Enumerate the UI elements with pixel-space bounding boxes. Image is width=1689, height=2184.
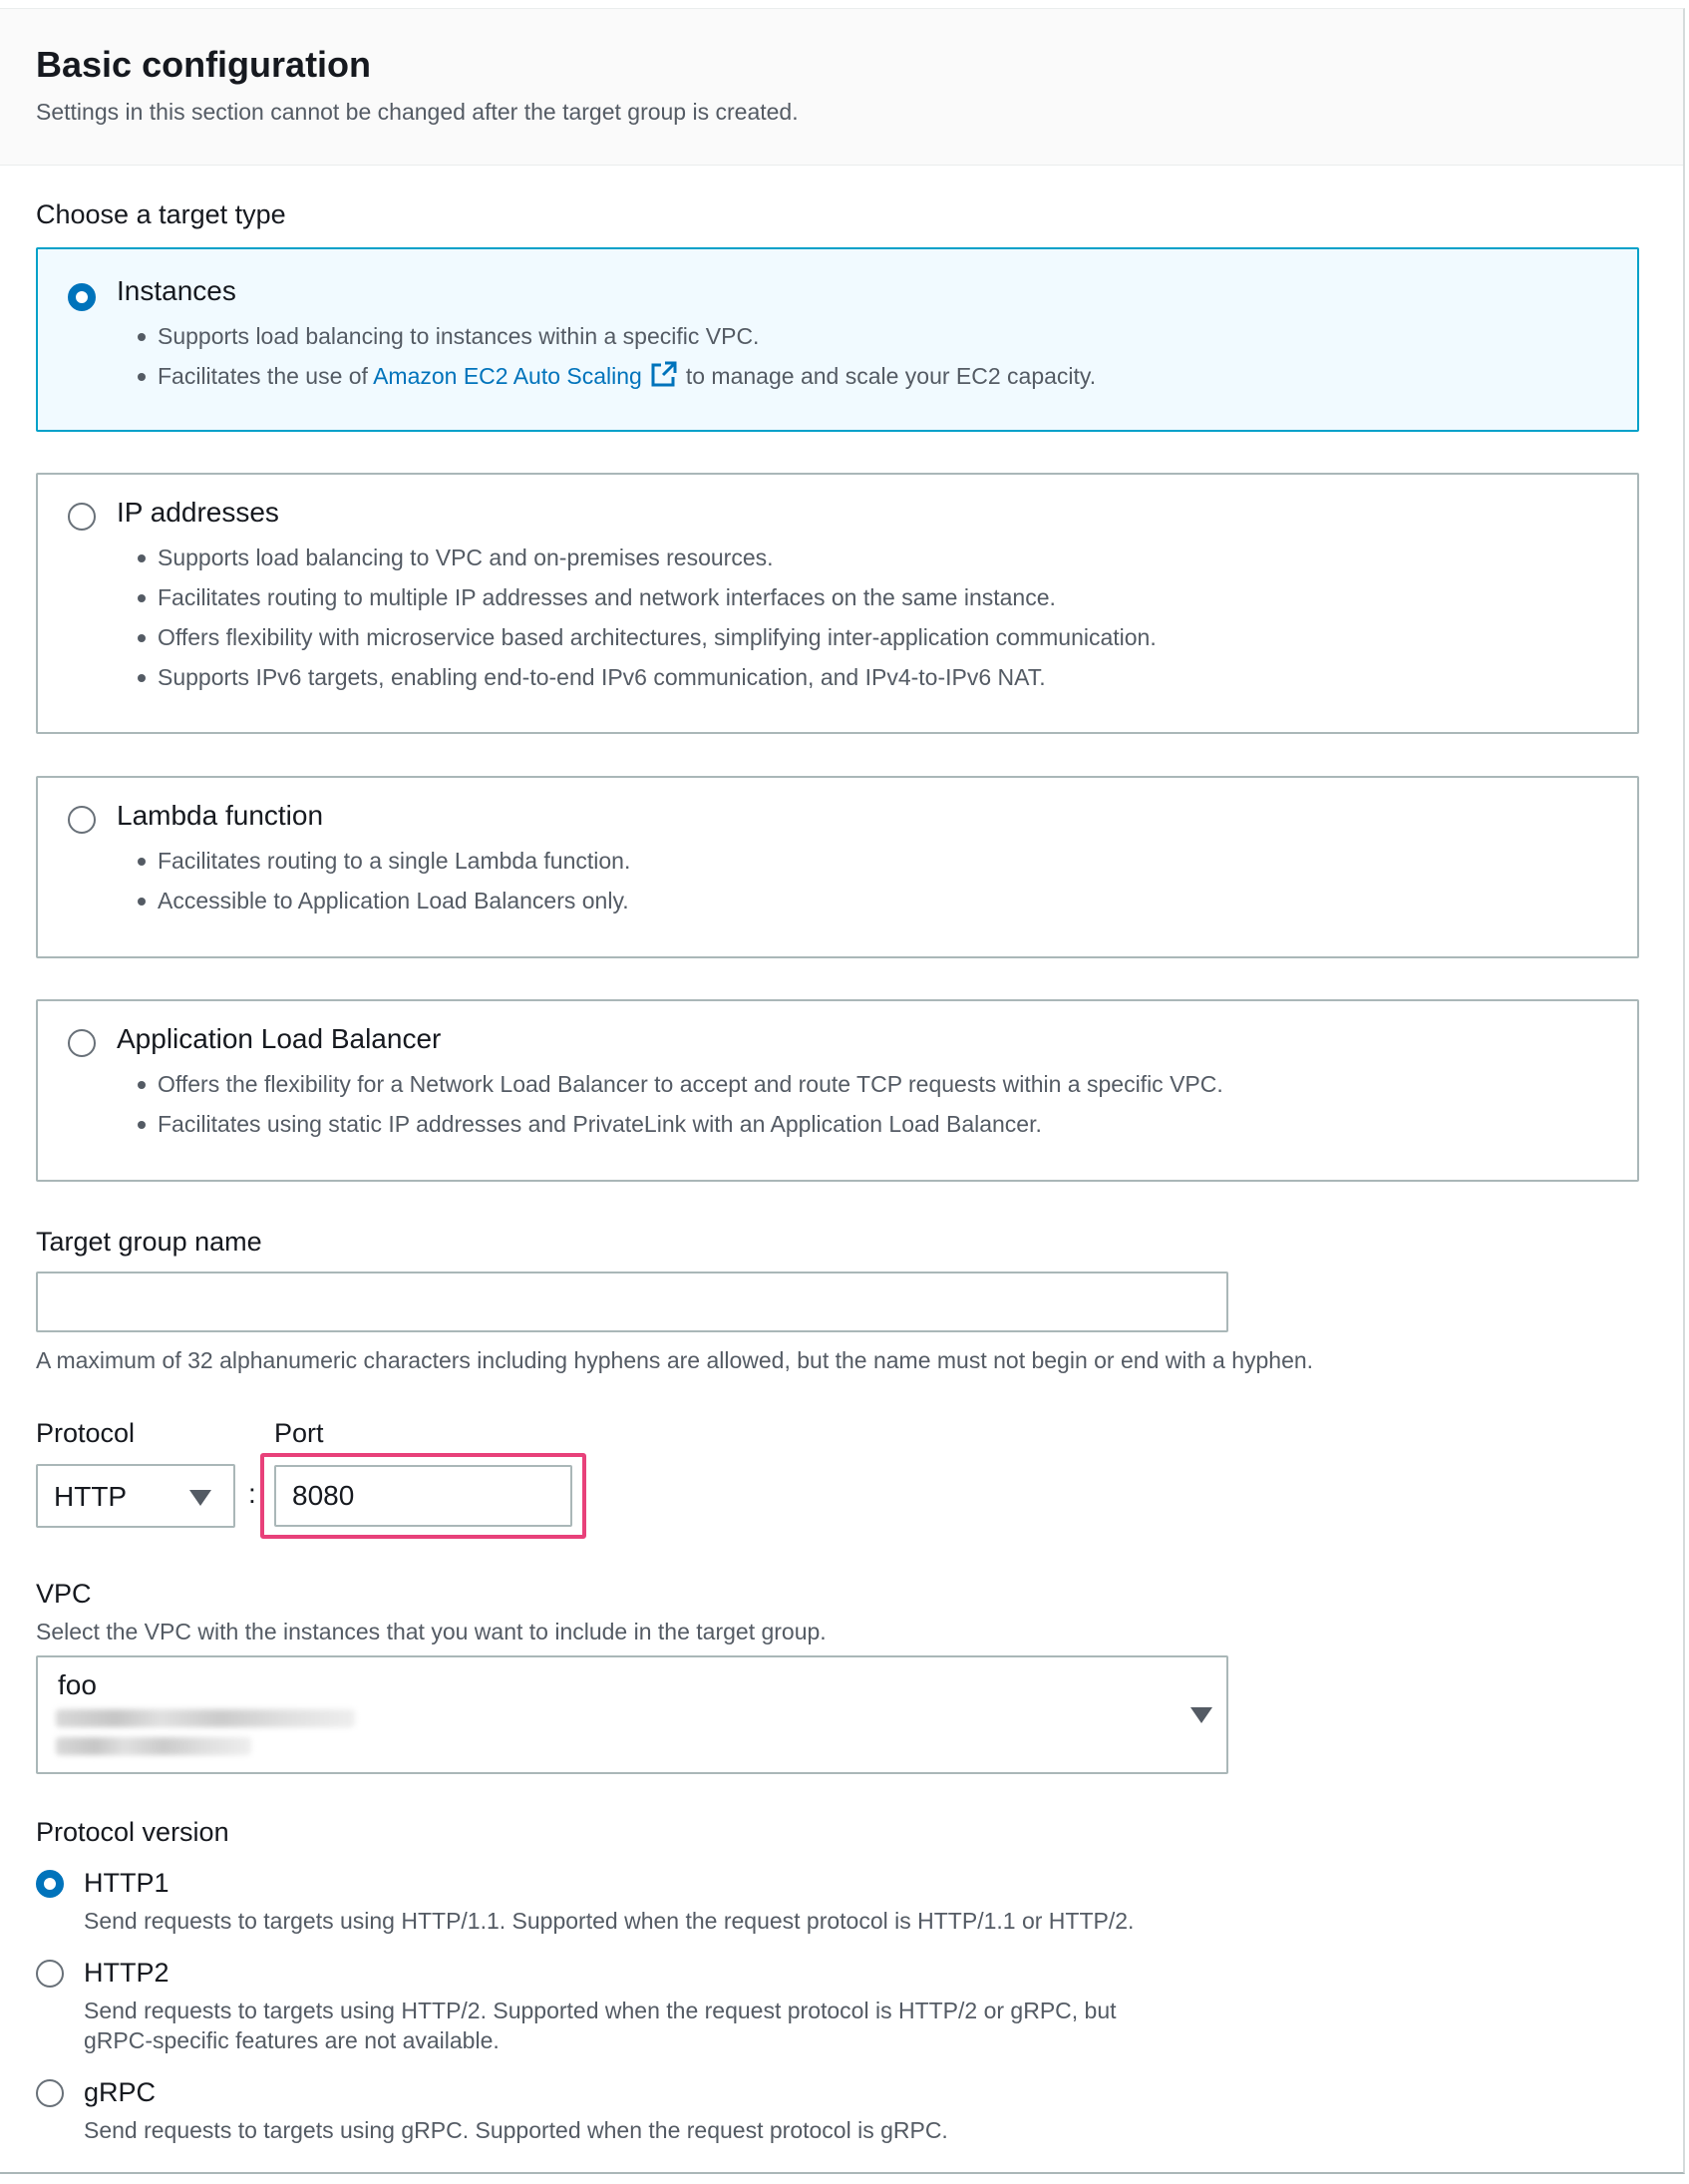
tile-label-ip-addresses: IP addresses [117,497,279,528]
bullet-list-instances [136,316,1096,400]
tile-label-lambda: Lambda function [117,800,324,831]
bullet-prefix: Facilitates the use of [158,363,374,389]
target-type-tile-lambda[interactable] [36,776,1639,958]
port-label: Port [274,1418,324,1448]
bullet-list-ip-addresses [136,538,1157,697]
radio-alb[interactable] [68,1029,96,1057]
vpc-select-value: foo [58,1669,97,1700]
radio-grpc[interactable] [36,2079,64,2107]
option-label-http2: HTTP2 [84,1958,169,1988]
option-description-http1: Send requests to targets using HTTP/1.1. Supported when the request protocol is HTTP/1.1 or HTTP/2. [84,1908,1135,1934]
bullet-item: Supports IPv6 targets, enabling end-to-end IPv6 communication, and IPv4-to-IPv6 NAT. [136,657,1157,697]
target-type-tile-instances[interactable] [36,247,1639,432]
external-link-icon[interactable] [650,360,678,400]
vpc-description: Select the VPC with the instances that you want to include in the target group. [36,1619,827,1644]
bullet-item: Offers the flexibility for a Network Load Balancer to accept and route TCP requests within a specific VPC. [136,1064,1223,1104]
redacted-vpc-cidr [56,1737,251,1755]
panel-header [0,9,1683,166]
radio-lambda[interactable] [68,806,96,834]
radio-ip-addresses[interactable] [68,503,96,531]
radio-http2[interactable] [36,1960,64,1988]
bullet-item: Facilitates routing to a single Lambda function. [136,841,630,881]
bullet-item [136,356,1096,400]
tile-label-instances: Instances [117,275,236,306]
option-label-grpc: gRPC [84,2077,157,2107]
target-group-name-hint: A maximum of 32 alphanumeric characters including hyphens are allowed, but the name must not begin or end with a hyphen. [36,1347,1314,1373]
vpc-select[interactable] [36,1655,1228,1774]
protocol-select-value: HTTP [54,1481,128,1512]
protocol-port-separator: : [248,1478,256,1509]
panel-description: Settings in this section cannot be changed after the target group is created. [36,99,799,125]
target-type-label: Choose a target type [36,199,286,229]
bullet-item: Supports load balancing to instances within a specific VPC. [136,316,1096,356]
ec2-auto-scaling-link[interactable]: Amazon EC2 Auto Scaling [373,363,642,389]
protocol-version-option-http1[interactable] [36,1868,1232,1948]
chevron-down-icon [1190,1707,1212,1723]
basic-configuration-panel [0,8,1685,2174]
redacted-vpc-id [56,1709,355,1727]
tile-label-alb: Application Load Balancer [117,1023,442,1054]
target-type-tile-alb[interactable] [36,999,1639,1182]
radio-http1[interactable] [36,1870,64,1898]
panel-title: Basic configuration [36,44,372,85]
option-description-grpc: Send requests to targets using gRPC. Supported when the request protocol is gRPC. [84,2117,948,2143]
bullet-list-alb [136,1064,1223,1144]
vpc-label: VPC [36,1579,92,1609]
bullet-item: Facilitates routing to multiple IP addresses and network interfaces on the same instance. [136,577,1157,617]
radio-instances[interactable] [68,283,96,311]
protocol-version-option-grpc[interactable] [36,2077,1232,2157]
target-group-name-label: Target group name [36,1227,262,1257]
option-description-http2-line2: gRPC-specific features are not available. [84,2027,500,2053]
option-description-http2-line1: Send requests to targets using HTTP/2. Supported when the request protocol is HTTP/2 or gRPC, but [84,1998,1117,2023]
port-input[interactable] [274,1465,572,1527]
protocol-select[interactable] [36,1464,235,1528]
bullet-item: Accessible to Application Load Balancers only. [136,881,630,920]
target-group-name-input[interactable] [36,1272,1228,1332]
target-type-tile-ip-addresses[interactable] [36,473,1639,734]
protocol-label: Protocol [36,1418,136,1448]
bullet-item: Supports load balancing to VPC and on-premises resources. [136,538,1157,577]
bullet-list-lambda [136,841,630,920]
bullet-item: Facilitates using static IP addresses and PrivateLink with an Application Load Balancer. [136,1104,1223,1144]
protocol-version-option-http2[interactable] [36,1958,1232,2057]
chevron-down-icon [189,1490,211,1506]
option-label-http1: HTTP1 [84,1868,169,1898]
bullet-suffix: to manage and scale your EC2 capacity. [685,363,1097,389]
bullet-item: Offers flexibility with microservice based architectures, simplifying inter-application communication. [136,617,1157,657]
protocol-version-label: Protocol version [36,1817,229,1847]
